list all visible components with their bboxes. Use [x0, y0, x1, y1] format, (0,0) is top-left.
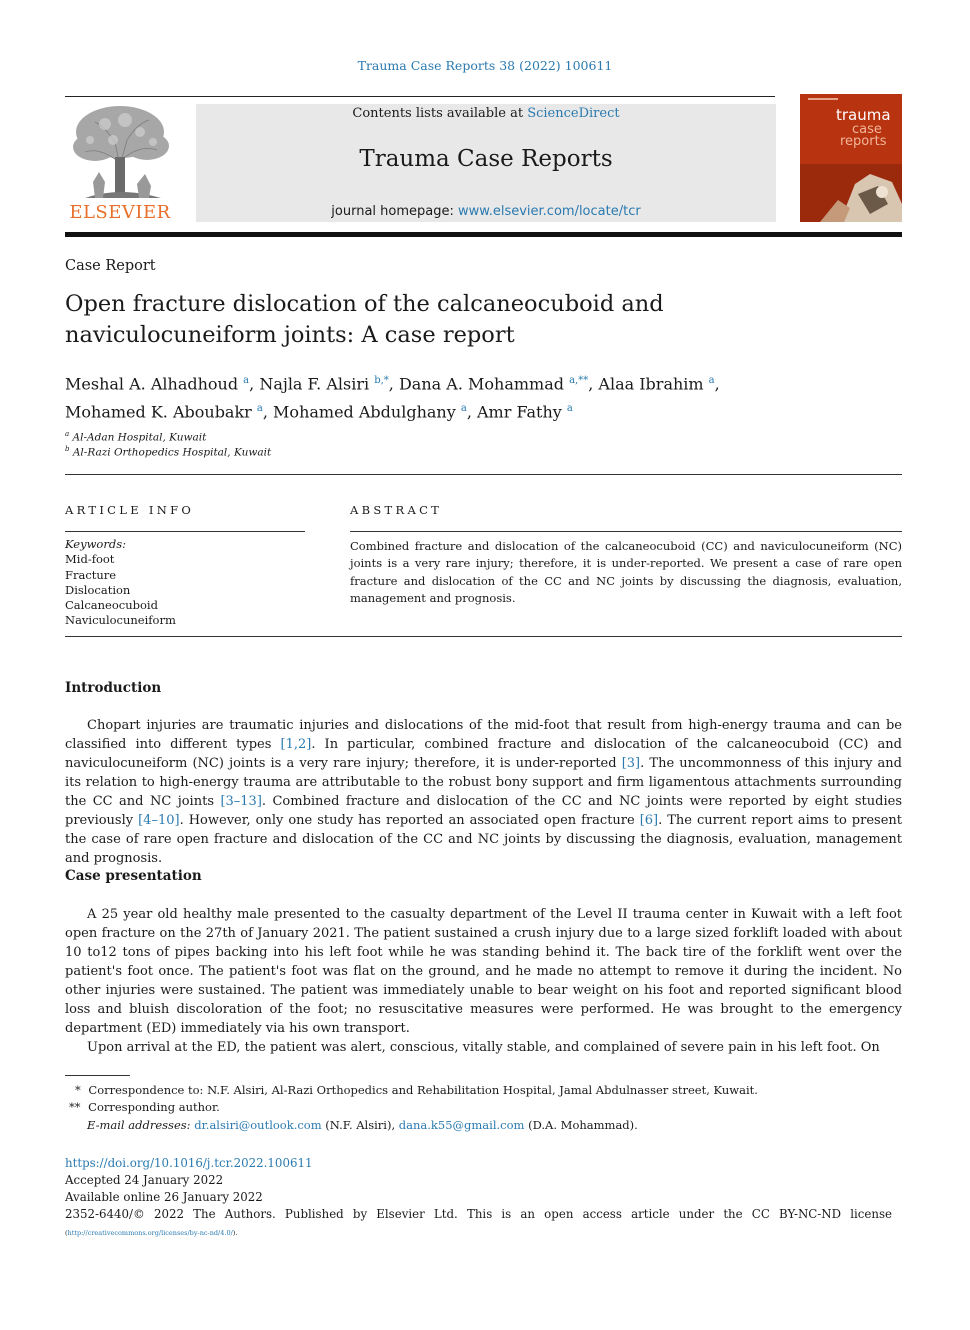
email-owner: (N.F. Alsiri), — [325, 1118, 396, 1132]
cover-top-text — [808, 98, 838, 100]
citation-link[interactable]: [4–10] — [138, 813, 180, 828]
footnote-mark: ** — [69, 1100, 81, 1114]
journal-cover[interactable] — [800, 94, 902, 222]
intro-text: . However, only one study has reported an associated open fracture — [179, 813, 640, 828]
introduction-body — [65, 716, 902, 868]
header-divider — [65, 232, 902, 237]
accepted-date: Accepted 24 January 2022 — [65, 1173, 224, 1187]
intro-text: Chopart injuries are traumatic injuries and dislocations of the mid-foot that result from high-energy trauma and can be classified into different types — [65, 718, 902, 752]
affiliation-b — [65, 445, 271, 459]
email-owner: (D.A. Mohammad). — [528, 1118, 638, 1132]
elsevier-wordmark: ELSEVIER — [69, 202, 171, 223]
author-separator: , — [388, 374, 399, 394]
cover-title-reports: reports — [840, 134, 887, 149]
homepage-line — [196, 204, 776, 219]
author-separator: , — [249, 374, 260, 394]
journal-citation[interactable]: Trauma Case Reports 38 (2022) 100611 — [357, 58, 613, 73]
footnote-rule — [65, 1075, 130, 1076]
affiliation-a — [65, 430, 206, 444]
license-url-open: ( — [65, 1229, 68, 1237]
doi-link[interactable]: https://doi.org/10.1016/j.tcr.2022.100611 — [65, 1156, 313, 1170]
article-type: Case Report — [65, 258, 156, 274]
author-affiliation-mark[interactable]: a,** — [569, 375, 589, 386]
footnote-text: Corresponding author. — [88, 1100, 220, 1114]
introduction-paragraph — [65, 716, 902, 868]
author-separator: , — [262, 402, 274, 422]
homepage-link[interactable]: www.elsevier.com/locate/tcr — [458, 204, 641, 219]
affiliation-text: Al-Razi Orthopedics Hospital, Kuwait — [72, 446, 272, 459]
case-body — [65, 905, 902, 1057]
footnote-text: Correspondence to: N.F. Alsiri, Al-Razi Orthopedics and Rehabilitation Hospital, Jamal Abdulnasser street, Kuwait. — [88, 1083, 758, 1097]
case-paragraph-2: Upon arrival at the ED, the patient was alert, conscious, vitally stable, and complained of severe pain in his left foot. On — [87, 1040, 880, 1055]
license-url-line — [65, 1229, 237, 1237]
intro-text: . In particular, combined fracture and dislocation of the calcaneocuboid (CC) and naviculocuneiform (NC) joints is a very rare injury; therefore, it is under-reported — [65, 737, 902, 771]
title-line-1: Open fracture dislocation of the calcaneocuboid and — [65, 291, 664, 317]
abstract-heading: ABSTRACT — [350, 503, 443, 517]
author-name[interactable]: Mohamed K. Aboubakr — [65, 402, 252, 422]
author-separator: , — [466, 402, 477, 422]
email-link[interactable]: dana.k55@gmail.com — [398, 1118, 525, 1132]
citation-link[interactable]: [3] — [621, 756, 641, 771]
cover-title-trauma: trauma — [836, 106, 891, 124]
keyword: Naviculocuneiform — [65, 613, 176, 628]
license-url[interactable]: http://creativecommons.org/licenses/by-nc-nd/4.0/ — [67, 1229, 233, 1237]
author-line-2 — [65, 396, 902, 424]
keyword: Dislocation — [65, 582, 131, 597]
license-line: 2352-6440/© 2022 The Authors. Published by Elsevier Ltd. This is an open access article under the CC BY-NC-ND license — [65, 1207, 892, 1221]
abstract-bottom-rule — [65, 636, 902, 637]
intro-text: . Combined fracture and dislocation of the CC and NC joints were reported by eight studies previously — [65, 794, 902, 828]
author-affiliation-mark[interactable]: a — [708, 375, 715, 386]
email-link[interactable]: dr.alsiri@outlook.com — [194, 1118, 322, 1132]
license-url-close: ). — [232, 1229, 238, 1237]
footnote-mark: * — [75, 1083, 81, 1097]
intro-text: . The uncommonness of this injury and its relation to high-energy trauma are attributable to the robust bony support and firm ligamentous attachments surrounding the CC and NC joints — [65, 756, 903, 809]
keywords-label: Keywords: — [65, 537, 126, 551]
case-paragraph-1: A 25 year old healthy male presented to the casualty department of the Level II trauma center in Kuwait with a left foot open fracture on the 27th of January 2021. The patient sustained a crush injury due to a large sized forklift loaded with about 10 to12 tons of pipes backing into his left foot while he was standing behind it. The back tire of the forklift went over the patient's foot once. The patient's foot was flat on the ground, and he made no attempt to remove it during the incident. No other injuries were sustained. The patient was immediately unable to bear weight on his foot and reported significant blood loss and bluish discoloration of the foot; no resuscitative measures were performed. He was brought to the emergency department (ED) immediately via his own transport. — [65, 907, 902, 1036]
sciencedirect-link[interactable]: ScienceDirect — [527, 106, 620, 121]
title-divider — [65, 474, 902, 475]
keywords-block — [65, 537, 176, 629]
author-list — [65, 368, 902, 425]
author-name[interactable]: Meshal A. Alhadhoud — [65, 374, 239, 394]
journal-title: Trauma Case Reports — [359, 146, 613, 172]
footnote-emails — [87, 1117, 638, 1135]
email-label: E-mail addresses: — [87, 1118, 191, 1132]
author-name[interactable]: Dana A. Mohammad — [398, 374, 564, 394]
intro-text: . The current report aims to present the case of rare open fracture and dislocation of the CC and NC joints by discussing the diagnosis, evaluation, management and prognosis. — [65, 813, 902, 866]
header-top-rule — [65, 96, 775, 97]
author-affiliation-mark[interactable]: a — [566, 403, 573, 415]
abstract-rule — [350, 531, 902, 532]
online-date: Available online 26 January 2022 — [65, 1190, 263, 1204]
introduction-heading: Introduction — [65, 680, 162, 696]
footnote-correspondence — [75, 1082, 758, 1100]
article-info-rule — [65, 531, 305, 532]
citation-link[interactable]: [6] — [639, 813, 659, 828]
keyword: Fracture — [65, 567, 117, 582]
article-title — [65, 289, 902, 351]
abstract-text: Combined fracture and dislocation of the calcaneocuboid (CC) and naviculocuneiform (NC) joints is a very rare injury; therefore, it is under-reported. We present a case of rare open fracture and dislocation of the CC and NC joints by discussing the diagnosis, evaluation, management and prognosis. — [350, 539, 902, 606]
affiliation-mark: b — [65, 445, 70, 453]
contents-prefix: Contents lists available at — [352, 106, 528, 121]
author-name[interactable]: Najla F. Alsiri — [259, 374, 370, 394]
title-line-2: naviculocuneiform joints: A case report — [65, 322, 515, 348]
citation-link[interactable]: [3–13] — [220, 794, 262, 809]
author-separator: , — [714, 374, 720, 394]
cover-photo-icon — [800, 164, 902, 222]
affiliation-text: Al-Adan Hospital, Kuwait — [72, 431, 207, 444]
tree-icon — [65, 102, 175, 200]
author-name[interactable]: Amr Fathy — [477, 402, 562, 422]
author-affiliation-mark[interactable]: b,* — [374, 375, 389, 386]
author-affiliation-mark[interactable]: a — [256, 403, 263, 415]
article-info-heading: ARTICLE INFO — [65, 503, 195, 517]
author-affiliation-mark[interactable]: a — [243, 375, 250, 386]
homepage-prefix: journal homepage: — [331, 204, 458, 219]
author-affiliation-mark[interactable]: a — [460, 403, 467, 415]
cover-title-case: case — [852, 122, 882, 137]
affiliation-mark: a — [65, 430, 70, 438]
author-name[interactable]: Alaa Ibrahim — [598, 374, 704, 394]
citation-link[interactable]: [1,2] — [280, 737, 312, 752]
footnote-corresponding — [69, 1099, 220, 1117]
author-line-1 — [65, 368, 902, 396]
keyword: Mid-foot — [65, 552, 115, 567]
elsevier-logo[interactable] — [65, 102, 175, 224]
author-separator: , — [588, 374, 599, 394]
contents-line — [196, 106, 776, 121]
case-heading: Case presentation — [65, 868, 202, 884]
keyword: Calcaneocuboid — [65, 598, 158, 613]
author-name[interactable]: Mohamed Abdulghany — [273, 402, 456, 422]
